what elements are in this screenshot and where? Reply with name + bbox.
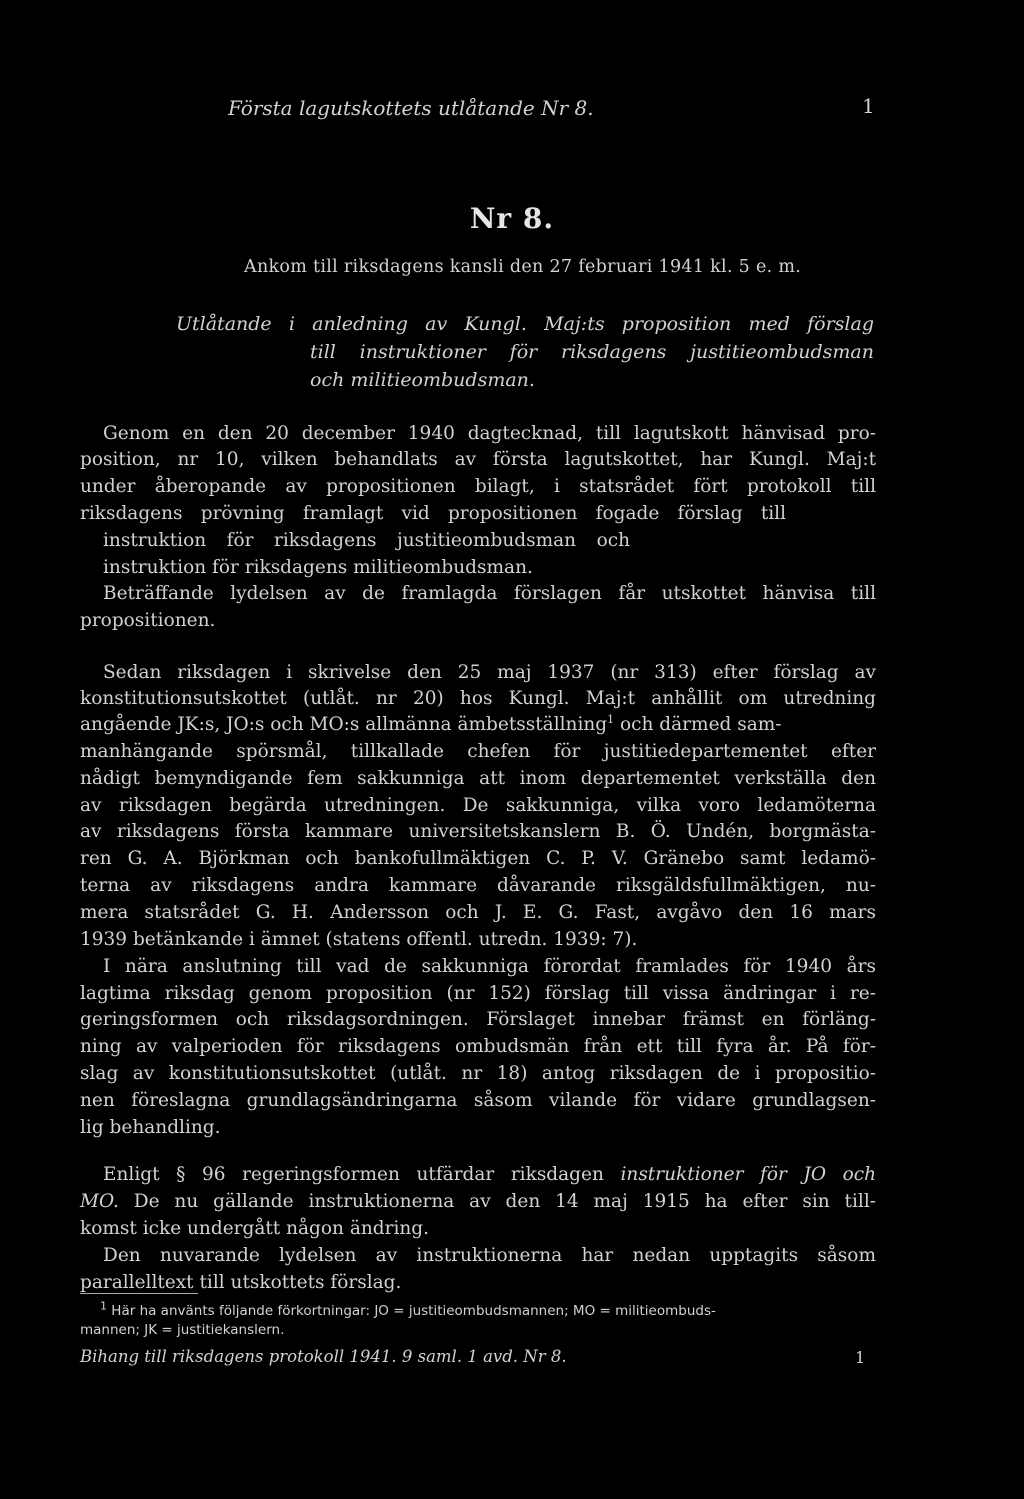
- para3-line-2: konstitutionsutskottet (utlåt. nr 20) hos Kungl. Maj:t anhållit om utredning: [80, 688, 876, 709]
- para3-line-10: mera statsrådet G. H. Andersson och J. E. G. Fast, avgåvo den 16 mars: [80, 902, 876, 923]
- para4-line-7: lig behandling.: [80, 1117, 221, 1138]
- para4-line-6: nen föreslagna grundlagsändringarna såsom vilande för vidare grundlagsen-: [80, 1090, 876, 1111]
- para3-line-4: manhängande spörsmål, tillkallade chefen för justitiedepartementet efter: [80, 741, 876, 762]
- footnote-number: 1: [100, 1299, 107, 1313]
- para3-line-6: av riksdagen begärda utredningen. De sakkunniga, vilka voro ledamöterna: [80, 795, 876, 816]
- para3-line-3: [80, 712, 876, 738]
- para6-line-1: Den nuvarande lydelsen av instruktionerna har nedan upptagits såsom: [103, 1245, 876, 1266]
- para5-line-3: komst icke undergått någon ändring.: [80, 1218, 430, 1239]
- para4-line-3: geringsformen och riksdagsordningen. Förslaget innebar främst en förläng-: [80, 1009, 876, 1030]
- para1-line-4: riksdagens prövning framlagt vid propositionen fogade förslag till: [80, 503, 786, 524]
- para1-line-2: position, nr 10, vilken behandlats av första lagutskottet, har Kungl. Maj:t: [80, 449, 876, 470]
- footnote-rule: [80, 1293, 198, 1294]
- para4-line-1: I nära anslutning till vad de sakkunniga förordat framlades för 1940 års: [103, 956, 876, 977]
- para5-line-1-italic: instruktioner för JO och: [620, 1164, 876, 1185]
- para3-line-7: av riksdagens första kammare universitetskanslern B. Ö. Undén, borgmästa-: [80, 821, 876, 842]
- para1-line-5: instruktion för riksdagens justitieombudsman och: [103, 530, 630, 551]
- para5-line-2: [80, 1189, 876, 1215]
- footnote-line-1-text: Här ha använts följande förkortningar: JO = justitieombudsmannen; MO = militieombuds-: [111, 1303, 716, 1319]
- para4-line-2: lagtima riksdag genom proposition (nr 152) förslag till vissa ändringar i re-: [80, 983, 876, 1004]
- para1-line-3: under åberopande av propositionen bilagt, i statsrådet fört protokoll till: [80, 476, 876, 497]
- para5-line-1: [103, 1162, 876, 1188]
- para3-line-11: 1939 betänkande i ämnet (statens offentl. utredn. 1939: 7).: [80, 929, 638, 950]
- para3-line-3-rest: och därmed sam-: [620, 714, 782, 735]
- para3-line-3-text: angående JK:s, JO:s och MO:s allmänna ämbetsställning: [80, 714, 608, 735]
- para1-line-1: Genom en den 20 december 1940 dagtecknad, till lagutskott hänvisad pro-: [103, 423, 876, 444]
- para4-line-5: slag av konstitutionsutskottet (utlåt. nr 18) antog riksdagen de i propositio-: [80, 1063, 876, 1084]
- para5-line-2-text: De nu gällande instruktionerna av den 14 maj 1915 ha efter sin till-: [133, 1191, 876, 1212]
- footnote-line-2: mannen; JK = justitiekanslern.: [80, 1322, 285, 1338]
- footnote-marker: 1: [607, 712, 615, 726]
- running-header: Första lagutskottets utlåtande Nr 8.: [228, 96, 594, 120]
- para1-line-6: instruktion för riksdagens militieombudsman.: [103, 557, 533, 578]
- footer-reference: Bihang till riksdagens protokoll 1941. 9 saml. 1 avd. Nr 8.: [80, 1347, 567, 1366]
- title-line-2: till instruktioner för riksdagens justitieombudsman: [310, 341, 874, 363]
- para2-line-2: propositionen.: [80, 610, 216, 631]
- footer-page-number: 1: [855, 1348, 866, 1367]
- document-number: Nr 8.: [469, 202, 555, 235]
- footnote-line-1: [100, 1301, 876, 1321]
- received-note: Ankom till riksdagens kansli den 27 februari 1941 kl. 5 e. m.: [244, 257, 802, 277]
- para2-line-1: Beträffande lydelsen av de framlagda förslagen får utskottet hänvisa till: [103, 583, 876, 604]
- para5-line-2-italic: MO.: [80, 1191, 119, 1212]
- para3-line-5: nådigt bemyndigande fem sakkunniga att inom departementet verkställa den: [80, 768, 876, 789]
- para3-line-1: Sedan riksdagen i skrivelse den 25 maj 1937 (nr 313) efter förslag av: [103, 662, 876, 683]
- title-line-1: Utlåtande i anledning av Kungl. Maj:ts proposition med förslag: [176, 313, 874, 335]
- title-line-3: och militieombudsman.: [310, 369, 535, 391]
- para4-line-4: ning av valperioden för riksdagens ombudsmän från ett till fyra år. På för-: [80, 1036, 876, 1057]
- para6-line-2: parallelltext till utskottets förslag.: [80, 1272, 402, 1293]
- para3-line-9: terna av riksdagens andra kammare dåvarande riksgäldsfullmäktigen, nu-: [80, 875, 876, 896]
- para3-line-8: ren G. A. Björkman och bankofullmäktigen C. P. V. Gränebo samt ledamö-: [80, 848, 876, 869]
- page-number: 1: [862, 94, 875, 118]
- para5-line-1-text: Enligt § 96 regeringsformen utfärdar riksdagen: [103, 1164, 604, 1185]
